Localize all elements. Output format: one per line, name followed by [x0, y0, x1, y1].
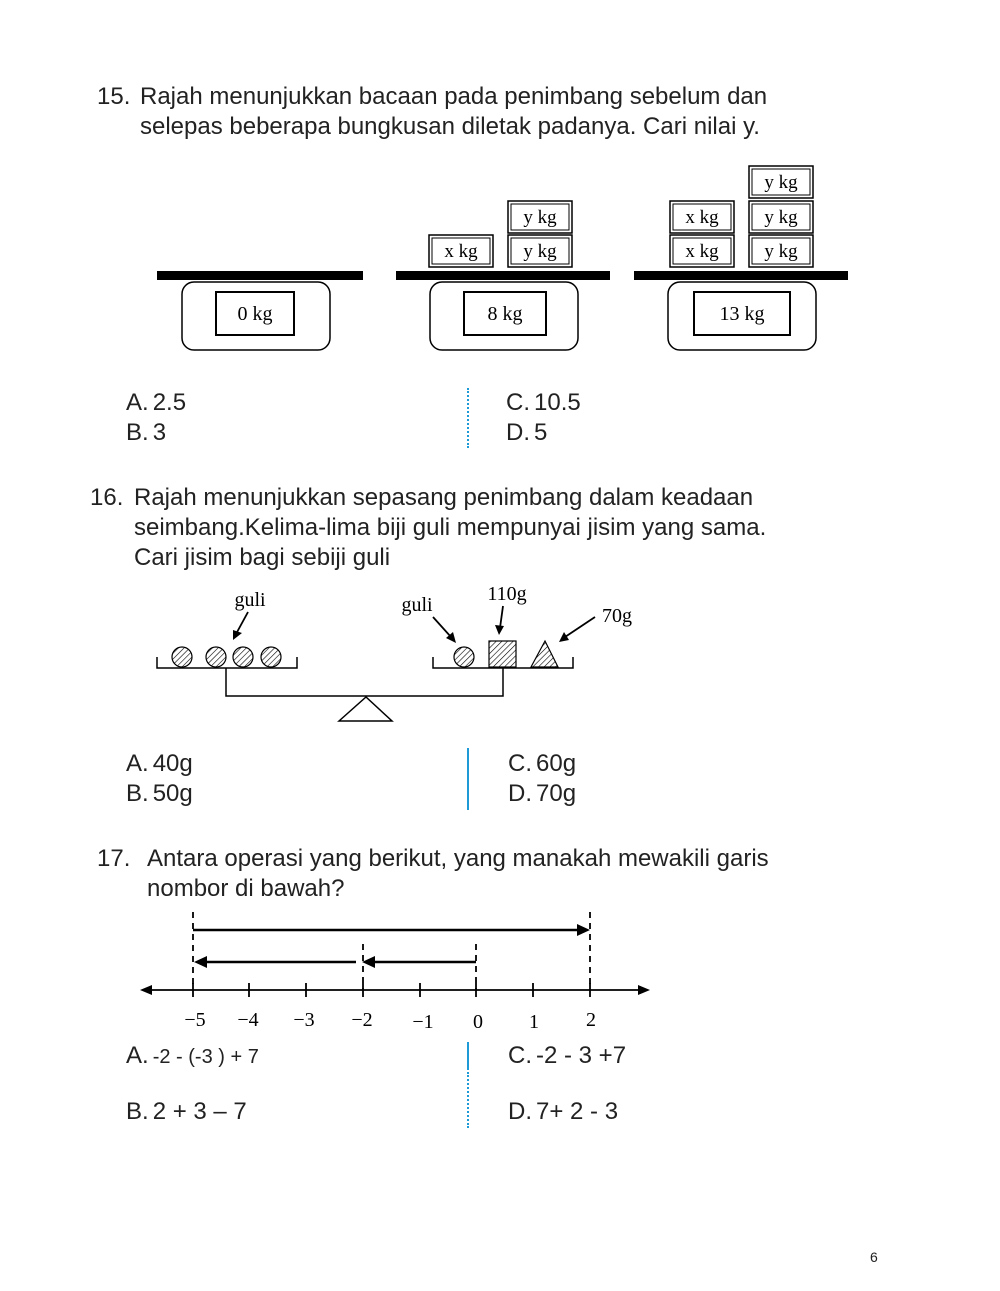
option-value: 60g — [536, 750, 577, 777]
q16-number: 16. — [90, 484, 124, 511]
q17-option-d[interactable] — [508, 1097, 618, 1127]
fulcrum — [339, 697, 392, 721]
option-letter: B. — [126, 1098, 149, 1125]
arrow-icon — [495, 625, 504, 635]
scale-2 — [396, 201, 610, 350]
arrow-icon — [233, 630, 242, 640]
q16-text-line3: Cari jisim bagi sebiji guli — [134, 544, 391, 571]
option-letter: D. — [508, 780, 532, 807]
label-guli-right: guli — [401, 594, 433, 616]
option-value: 50g — [152, 780, 193, 807]
package-x-label: x kg — [444, 241, 478, 262]
option-letter: B. — [126, 780, 149, 807]
right-pan — [433, 641, 573, 668]
package-x-label: x kg — [685, 241, 719, 262]
balance-beam — [226, 668, 503, 696]
scale-2-reading: 8 kg — [487, 303, 523, 325]
q15-text-line2: selepas beberapa bungkusan diletak padanya. Cari nilai y. — [140, 113, 760, 140]
option-value: 2.5 — [152, 389, 187, 416]
q17-option-b[interactable] — [126, 1097, 247, 1127]
option-letter: B. — [126, 419, 149, 446]
q15-text-line1: Rajah menunjukkan bacaan pada penimbang sebelum dan — [140, 83, 768, 110]
left-pan — [157, 647, 297, 668]
option-divider — [467, 388, 469, 448]
tick-label: −2 — [351, 1009, 373, 1031]
arrow-right-icon — [577, 924, 590, 936]
marble — [261, 647, 281, 667]
tick-label: 0 — [473, 1011, 483, 1033]
q17-text-line1: Antara operasi yang berikut, yang manakah mewakili garis — [147, 845, 769, 872]
option-divider — [467, 1042, 469, 1070]
tick-label: −1 — [412, 1011, 434, 1033]
marble — [233, 647, 253, 667]
q17-number-line-figure — [0, 905, 1000, 1035]
scale-1 — [157, 271, 363, 350]
tick-label: −3 — [293, 1009, 315, 1031]
square-weight — [489, 641, 516, 667]
q15-number: 15. — [97, 83, 131, 110]
marble — [454, 647, 474, 667]
package-y-label: y kg — [764, 207, 798, 228]
q15-option-a[interactable] — [126, 388, 186, 418]
package-y-label: y kg — [523, 207, 557, 228]
option-divider — [467, 748, 469, 810]
option-letter: C. — [506, 389, 530, 416]
tick-label: −4 — [237, 1009, 259, 1031]
option-value: -2 - 3 +7 — [536, 1042, 627, 1069]
package-y-label: y kg — [764, 172, 798, 193]
q16-text-line1: Rajah menunjukkan sepasang penimbang dalam keadaan — [134, 484, 754, 511]
tick-label: 1 — [529, 1011, 539, 1033]
option-divider — [467, 1072, 469, 1128]
q16-option-d[interactable] — [508, 779, 576, 809]
q16-text-line2: seimbang.Kelima-lima biji guli mempunyai jisim yang sama. — [134, 514, 767, 541]
q17-number: 17. — [97, 845, 131, 872]
option-letter: A. — [126, 1042, 149, 1069]
option-value: 7+ 2 - 3 — [536, 1098, 619, 1125]
package-y-label: y kg — [764, 241, 798, 262]
scale-3 — [634, 166, 848, 350]
label-110g: 110g — [487, 583, 527, 605]
q15-option-b[interactable] — [126, 418, 166, 448]
option-value: 3 — [152, 419, 167, 446]
tick-label: −5 — [184, 1009, 206, 1031]
q15-scales-figure — [0, 160, 1000, 360]
option-letter: A. — [126, 750, 149, 777]
scale-1-reading: 0 kg — [237, 303, 273, 325]
q17-option-c[interactable] — [508, 1041, 626, 1071]
option-letter: C. — [508, 1042, 532, 1069]
label-70g: 70g — [602, 605, 632, 627]
q16-option-b[interactable] — [126, 779, 193, 809]
option-letter: A. — [126, 389, 149, 416]
arrow-left-icon — [362, 956, 375, 968]
option-value: 40g — [152, 750, 193, 777]
option-letter: D. — [508, 1098, 532, 1125]
option-value: 5 — [534, 419, 548, 446]
option-value: 70g — [536, 780, 577, 807]
page-number: 6 — [870, 1249, 878, 1265]
option-value: 2 + 3 – 7 — [152, 1098, 247, 1125]
scale-3-reading: 13 kg — [719, 303, 765, 325]
axis-left-arrow-icon — [140, 985, 152, 995]
package-x-label: x kg — [685, 207, 719, 228]
option-letter: D. — [506, 419, 530, 446]
option-value: -2 - (-3 ) + 7 — [152, 1046, 259, 1068]
q16-balance-figure — [0, 575, 1000, 735]
label-guli-left: guli — [234, 589, 266, 611]
package-y-label: y kg — [523, 241, 557, 262]
arrow-icon — [559, 632, 569, 642]
arrow-left-icon — [194, 956, 207, 968]
q15-option-d[interactable] — [506, 418, 547, 448]
q17-option-a[interactable] — [126, 1041, 259, 1072]
triangle-weight — [531, 641, 558, 667]
marble — [172, 647, 192, 667]
q17-text-line2: nombor di bawah? — [147, 875, 345, 902]
q16-option-c[interactable] — [508, 749, 576, 779]
option-letter: C. — [508, 750, 532, 777]
q16-option-a[interactable] — [126, 749, 193, 779]
marble — [206, 647, 226, 667]
tick-label: 2 — [586, 1009, 596, 1031]
axis-right-arrow-icon — [638, 985, 650, 995]
option-value: 10.5 — [534, 389, 581, 416]
q15-option-c[interactable] — [506, 388, 581, 418]
